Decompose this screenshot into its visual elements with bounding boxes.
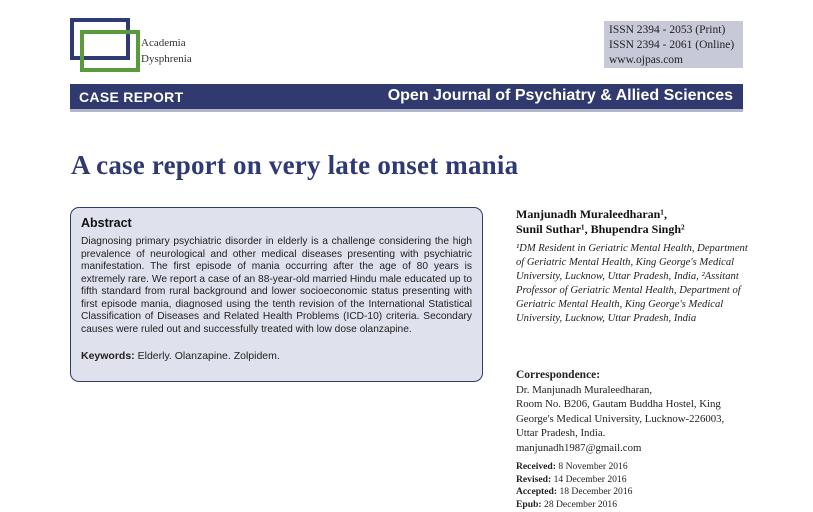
date-value: 14 December 2016 <box>553 473 627 485</box>
journal-url[interactable]: www.ojpas.com <box>609 54 683 66</box>
abstract-text: Diagnosing primary psychiatric disorder in elderly is a challenge considering the high prevalence of neurological and other medical diseases presenting with psychiatric manifestation. The first episode of mania occurring after the age of 80 years is extremely rare. We report a case of an 88-year-old married Hindu male educated up to fifth standard from rural background and lower socioeconomic status presenting with first episode mania, diagnosed using the tenth revision of the International Statistical Classification of Diseases and Related Health Problems (ICD-10) criteria. Secondary causes were ruled out and successfully treated with low dose olanzapine. <box>81 236 472 335</box>
authors-line1: Manjunadh Muraleedharan¹, <box>516 207 667 221</box>
affiliations: ¹DM Resident in Geriatric Mental Health, Department of Geriatric Mental Health, King George's Medical University, Lucknow, Uttar Pradesh, India, ²Assitant Professor of Geriatric Mental Health, Department of Geriatric Mental Health, King George's Medical University, Lucknow, Uttar Pradesh, India <box>516 243 748 324</box>
article-title: A case report on very late onset mania <box>71 150 519 180</box>
date-value: 18 December 2016 <box>559 486 633 497</box>
date-label: Revised: <box>516 473 552 485</box>
journal-banner <box>70 84 743 112</box>
date-label: Accepted: <box>516 486 558 497</box>
keywords <box>81 350 472 362</box>
issn-online: ISSN 2394 - 2061 (Online) <box>609 39 735 51</box>
publisher-name-line2: Dysphrenia <box>141 53 192 65</box>
keywords-label: Keywords: <box>81 350 135 362</box>
logo-square-green <box>80 30 140 72</box>
date-accepted <box>516 486 632 499</box>
correspondence-email[interactable]: manjunadh1987@gmail.com <box>516 441 642 454</box>
section-label: CASE REPORT <box>79 89 184 105</box>
date-epub <box>516 499 632 512</box>
date-label: Epub: <box>516 498 542 510</box>
correspondence-line: Uttar Pradesh, India. <box>516 427 606 440</box>
abstract-box <box>70 207 483 382</box>
publisher-name <box>141 35 192 67</box>
date-label: Received: <box>516 461 556 472</box>
journal-name: Open Journal of Psychiatry & Allied Sciences <box>387 87 733 104</box>
date-value: 28 December 2016 <box>544 498 618 510</box>
issn-box <box>604 21 743 68</box>
correspondence-heading: Correspondence: <box>516 369 601 381</box>
publisher-logo <box>70 18 140 70</box>
abstract-heading: Abstract <box>81 216 132 230</box>
authors-line2: Sunil Suthar¹, Bhupendra Singh² <box>516 222 685 236</box>
correspondence-line: Room No. B206, Gautam Buddha Hostel, King George's Medical University, Lucknow-226003, <box>516 398 725 425</box>
correspondence-line: Dr. Manjunadh Muraleedharan, <box>516 383 653 396</box>
publisher-name-line1: Academia <box>141 37 186 49</box>
author-list <box>516 207 685 237</box>
issn-print: ISSN 2394 - 2053 (Print) <box>609 24 726 36</box>
keywords-value: Elderly. Olanzapine. Zolpidem. <box>137 350 280 362</box>
article-dates <box>516 461 632 511</box>
date-revised <box>516 474 632 487</box>
date-value: 8 November 2016 <box>558 461 628 472</box>
date-received <box>516 461 632 474</box>
correspondence <box>516 368 748 456</box>
